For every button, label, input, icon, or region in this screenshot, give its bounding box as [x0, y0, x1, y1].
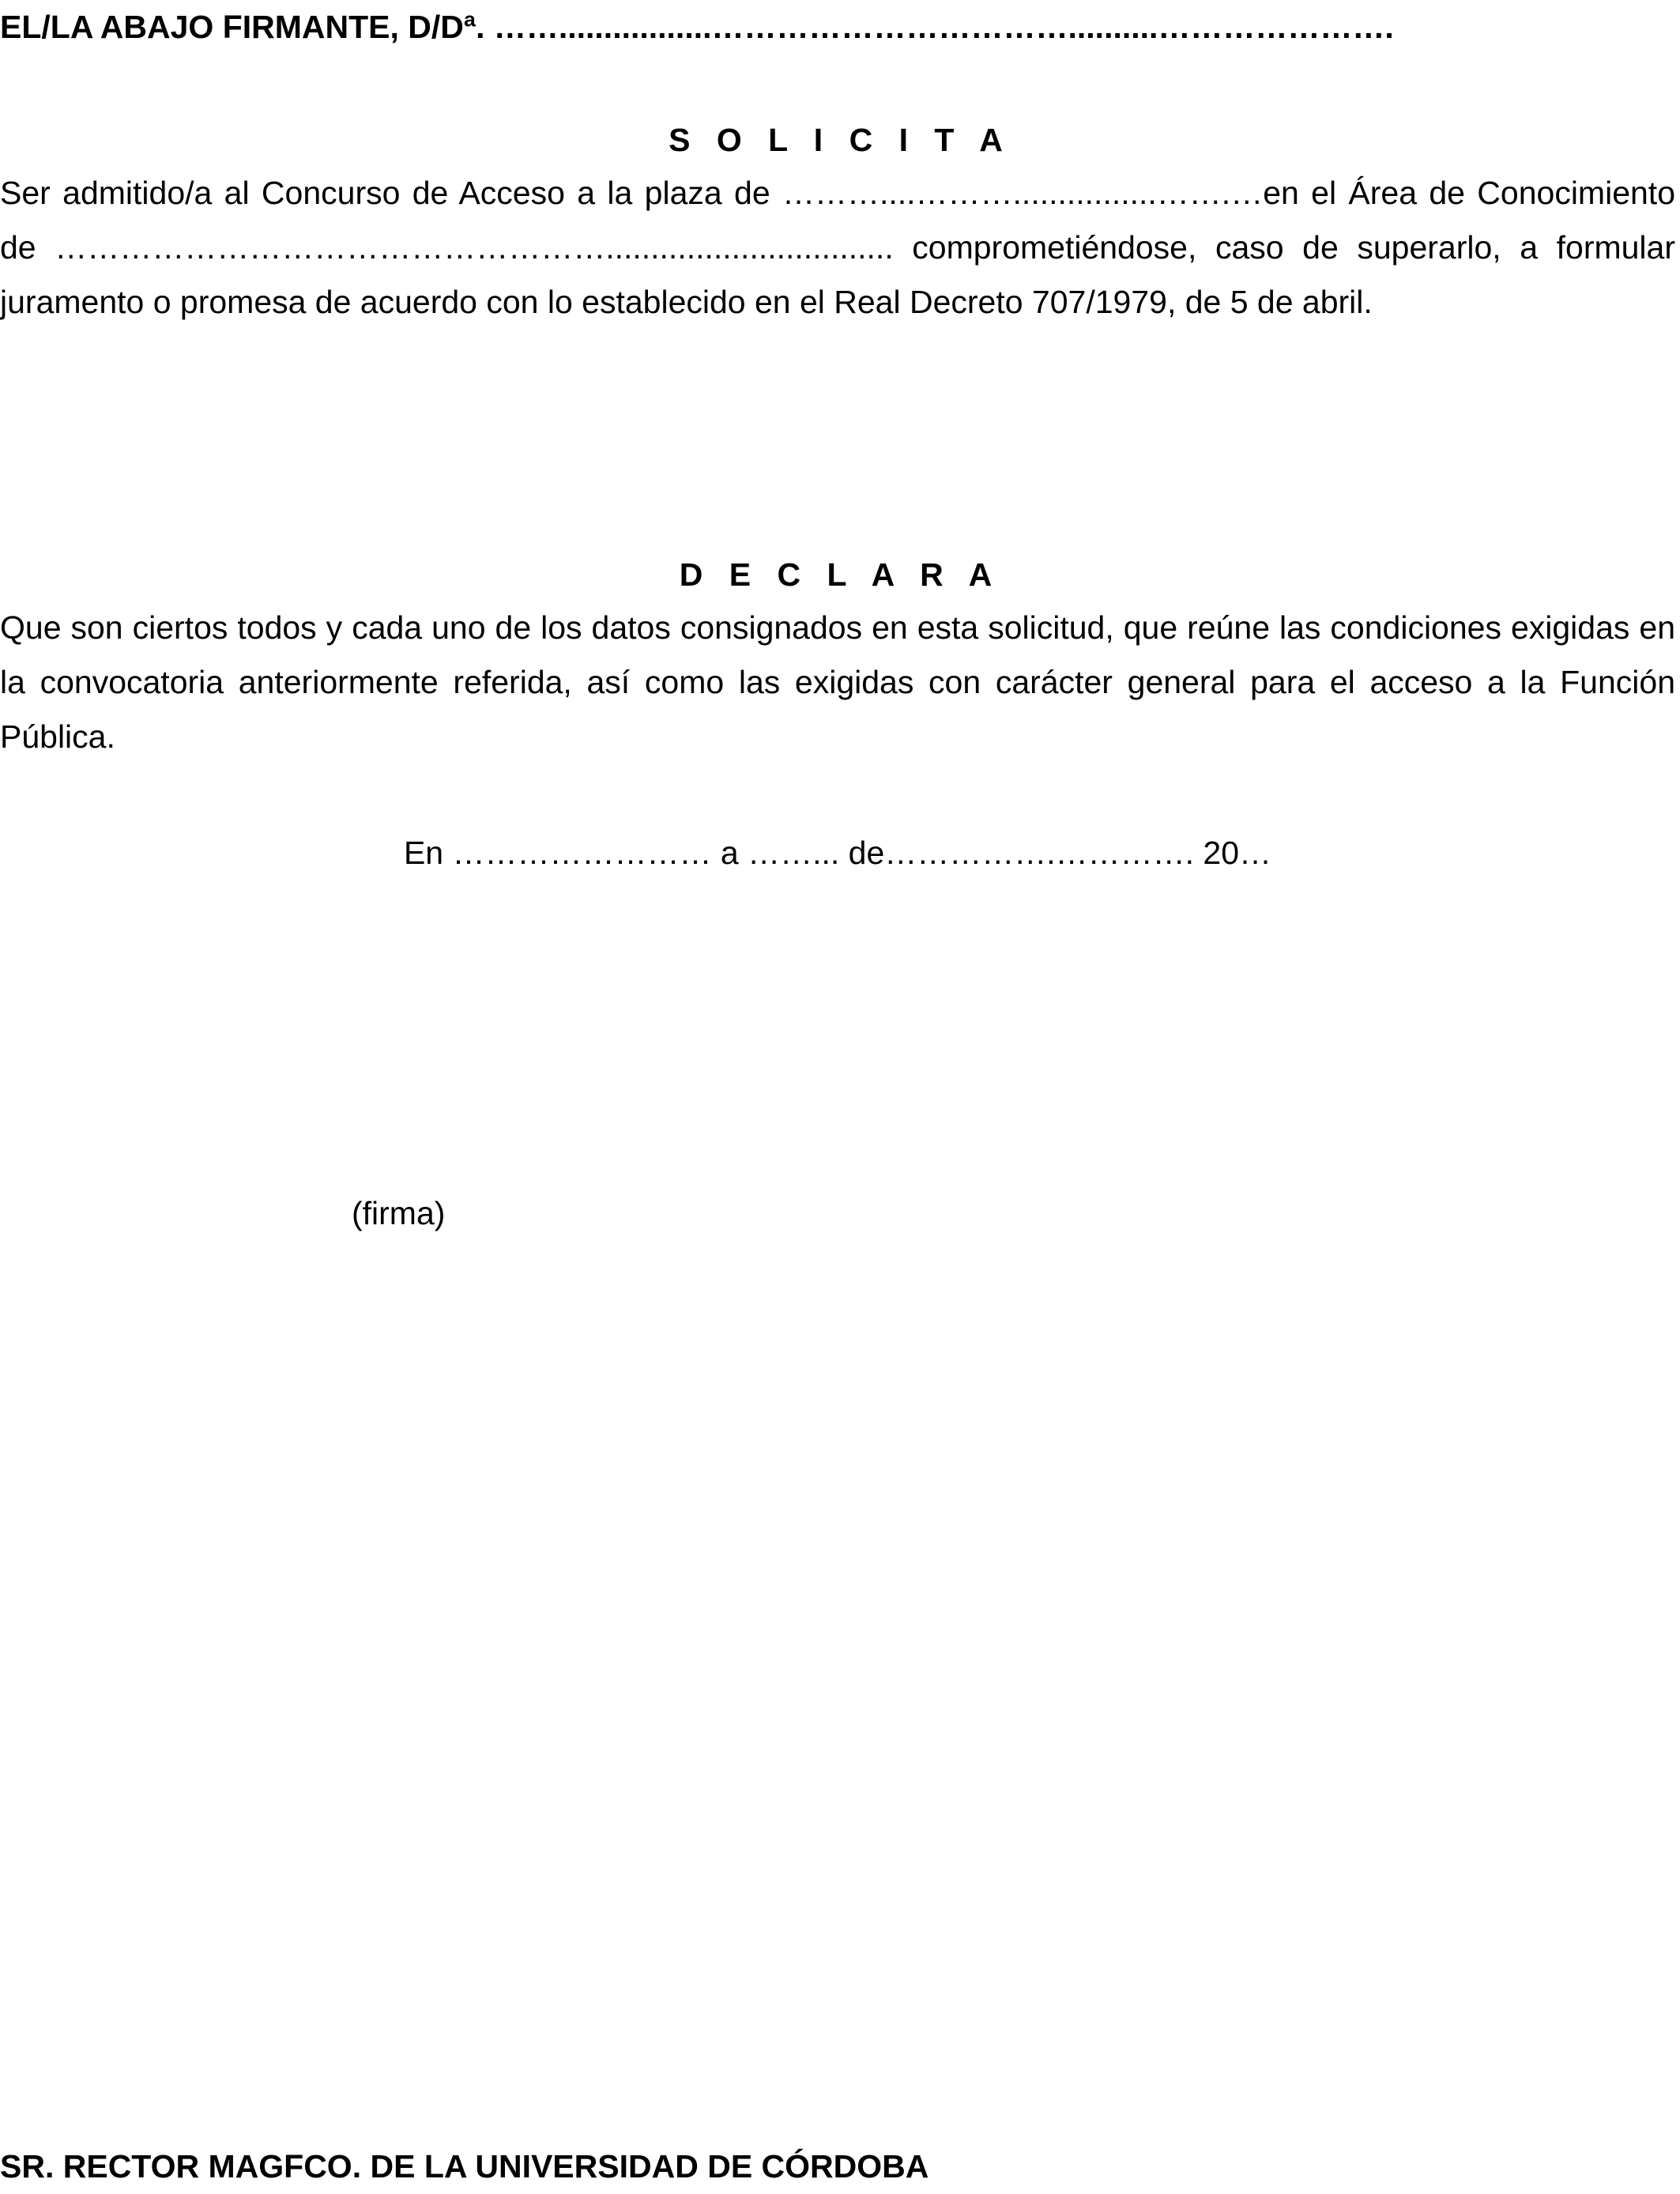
solicita-body: Ser admitido/a al Concurso de Acceso a la plaza de ………....………................…….…en el Área de Conocimiento de ……………………………………………................................ comprometiéndose, caso de superarlo, a formular juramento o promesa de acuerdo con lo establecido en el Real Decreto 707/1979, de 5 de abril. [0, 175, 1675, 320]
declara-body: Que son ciertos todos y cada uno de los datos consignados en esta solicitud, que reúne las condiciones exigidas en la convocatoria anteriormente referida, así como las exigidas con carácter general para el acceso a la Función Pública. [0, 609, 1675, 755]
solicita-heading: S O L I C I T A [669, 122, 1011, 158]
signature-label: (firma) [352, 1195, 446, 1231]
place-date-line: En …………………… a ……... de…………….…………. 20… [403, 835, 1272, 871]
signatory-line: EL/LA ABAJO FIRMANTE, D/Dª. …….................……………………………..........…………………. [0, 9, 1394, 45]
declara-heading: D E C L A R A [679, 556, 1001, 593]
addressee-line: SR. RECTOR MAGFCO. DE LA UNIVERSIDAD DE CÓRDOBA [0, 2148, 929, 2185]
